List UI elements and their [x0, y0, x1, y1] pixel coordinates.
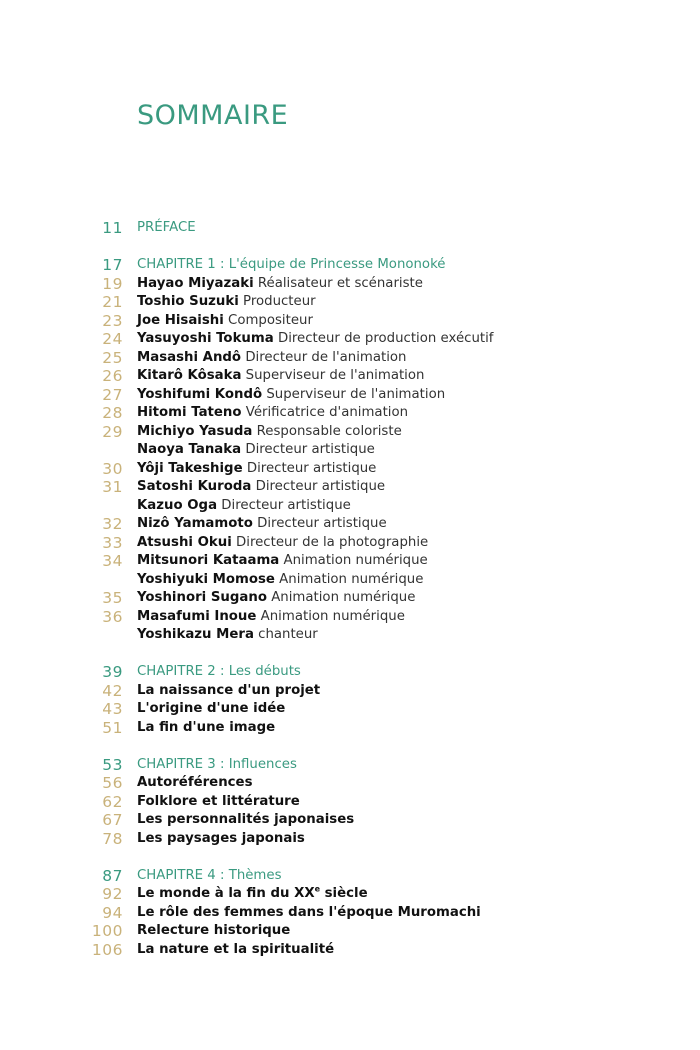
page-number: 53 — [102, 755, 123, 774]
page-number: 100 — [91, 922, 123, 940]
page-number: 78 — [102, 829, 123, 848]
preface-label: PRÉFACE — [137, 220, 196, 235]
page-number: 92 — [102, 885, 123, 903]
entry-label: La naissance d'un projet — [137, 682, 321, 698]
person-name: Naoya Tanaka — [137, 442, 242, 457]
person-role: Animation numérique — [279, 571, 424, 587]
entry-label — [137, 460, 376, 479]
person-role: Directeur artistique — [246, 460, 377, 476]
entry-label — [137, 386, 445, 405]
toc-entry[interactable] — [0, 460, 700, 479]
toc-entry[interactable] — [0, 700, 700, 719]
toc-entry[interactable] — [0, 774, 700, 793]
person-role: chanteur — [258, 627, 318, 642]
page-number: 33 — [102, 533, 123, 552]
chapter-1-entries — [0, 275, 700, 645]
toc-entry[interactable] — [0, 534, 700, 553]
entry-label: Les personnalités japonaises — [137, 812, 355, 827]
chapter-3-label: CHAPITRE 3 : Influences — [137, 756, 297, 772]
chapter-2-section — [0, 663, 700, 737]
person-role: Directeur de la photographie — [236, 534, 429, 550]
person-role: Directeur artistique — [221, 497, 351, 513]
person-name: Masafumi Inoue — [137, 608, 257, 624]
person-name: Kazuo Oga — [137, 497, 218, 513]
toc-entry[interactable] — [0, 275, 700, 294]
person-name: Yoshiyuki Momose — [137, 571, 275, 587]
chapter-2-entries — [0, 682, 700, 738]
page-number: 27 — [102, 385, 123, 404]
page-number: 25 — [102, 348, 123, 367]
entry-label — [137, 478, 385, 497]
entry-label — [137, 571, 423, 590]
entry-label — [137, 312, 313, 331]
entry-label — [137, 885, 368, 904]
person-name: Yasuyoshi Tokuma — [137, 331, 274, 346]
toc-entry[interactable] — [0, 811, 700, 830]
person-role: Directeur artistique — [255, 479, 386, 494]
toc-entry[interactable] — [0, 330, 700, 349]
entry-label — [137, 497, 351, 516]
page-number: 30 — [102, 459, 123, 478]
page-title: SOMMAIRE — [137, 100, 289, 131]
entry-label: Relecture historique — [137, 923, 291, 938]
page-number: 28 — [102, 404, 123, 422]
page-number: 34 — [102, 552, 123, 570]
toc-entry[interactable] — [0, 608, 700, 627]
person-name: Masashi Andô — [137, 349, 242, 365]
entry-label — [137, 275, 423, 294]
person-name: Toshio Suzuki — [137, 294, 239, 309]
entry-label — [137, 589, 415, 608]
toc-entry[interactable] — [0, 515, 700, 534]
toc-entry[interactable] — [0, 478, 700, 497]
entry-label: Autoréférences — [137, 775, 253, 790]
chapter-4-section — [0, 867, 700, 960]
chapter-4-heading[interactable] — [0, 867, 700, 886]
person-role: Superviseur de l'animation — [266, 386, 446, 402]
person-name: Yôji Takeshige — [137, 460, 243, 476]
person-role: Responsable coloriste — [256, 423, 402, 439]
toc-entry[interactable] — [0, 885, 700, 904]
person-role: Directeur artistique — [257, 516, 387, 531]
toc-entry[interactable] — [0, 349, 700, 368]
page-number: 29 — [102, 422, 123, 441]
toc-entry[interactable] — [0, 904, 700, 923]
toc-entry[interactable] — [0, 922, 700, 941]
chapter-2-label: CHAPITRE 2 : Les débuts — [137, 664, 301, 679]
toc-entry[interactable] — [0, 386, 700, 405]
toc-entry[interactable] — [0, 423, 700, 442]
person-role: Réalisateur et scénariste — [257, 275, 423, 291]
person-name: Joe Hisaishi — [137, 312, 224, 328]
toc-entry[interactable] — [0, 719, 700, 738]
entry-label: Les paysages japonais — [137, 830, 305, 846]
page-number: 21 — [102, 293, 123, 311]
entry-label: Le rôle des femmes dans l'époque Muromachi — [137, 904, 481, 920]
page-number: 87 — [102, 866, 123, 885]
toc-entry[interactable] — [0, 589, 700, 608]
toc-entry[interactable] — [0, 793, 700, 812]
chapter-4-entries — [0, 885, 700, 959]
entry-label — [137, 552, 428, 571]
page-number: 43 — [102, 700, 123, 718]
toc-entry[interactable] — [0, 552, 700, 571]
person-role: Producteur — [243, 294, 316, 309]
person-name: Hayao Miyazaki — [137, 275, 254, 291]
entry-label-part: siècle — [320, 886, 368, 901]
page-number: 36 — [102, 607, 123, 626]
chapter-1-section — [0, 256, 700, 645]
page-number: 31 — [102, 478, 123, 496]
preface-section — [0, 219, 700, 238]
table-of-contents — [0, 219, 700, 978]
entry-label: La nature et la spiritualité — [137, 941, 335, 957]
entry-label — [137, 367, 424, 386]
page-number: 23 — [102, 311, 123, 330]
chapter-3-section — [0, 756, 700, 849]
toc-entry[interactable] — [0, 404, 700, 423]
toc-entry[interactable] — [0, 626, 700, 645]
person-name: Satoshi Kuroda — [137, 479, 252, 494]
page-number: 19 — [102, 274, 123, 293]
entry-label — [137, 608, 405, 627]
entry-label — [137, 515, 387, 534]
page-number: 39 — [102, 663, 123, 681]
person-name: Mitsunori Kataama — [137, 553, 280, 568]
page-number: 67 — [102, 811, 123, 829]
person-role: Directeur de production exécutif — [277, 331, 494, 346]
page-number: 51 — [102, 718, 123, 737]
person-name: Yoshinori Sugano — [137, 590, 267, 605]
entry-label — [137, 404, 408, 423]
chapter-1-label: CHAPITRE 1 : L'équipe de Princesse Mononoké — [137, 257, 446, 272]
page-number: 62 — [102, 792, 123, 811]
person-name: Yoshifumi Kondô — [137, 386, 263, 402]
person-name: Michiyo Yasuda — [137, 423, 253, 439]
entry-label-superscript: e — [314, 884, 321, 894]
person-role: Compositeur — [228, 312, 313, 328]
page-number: 106 — [91, 940, 123, 959]
page-number: 42 — [102, 681, 123, 700]
person-name: Hitomi Tateno — [137, 405, 242, 420]
page-number: 11 — [102, 219, 123, 237]
entry-label — [137, 441, 375, 460]
chapter-1-heading[interactable] — [0, 256, 700, 275]
toc-entry[interactable] — [0, 830, 700, 849]
chapter-3-heading[interactable] — [0, 756, 700, 775]
preface-entry[interactable] — [0, 219, 700, 238]
toc-entry[interactable] — [0, 441, 700, 460]
person-role: Animation numérique — [260, 608, 405, 624]
person-role: Animation numérique — [271, 590, 416, 605]
entry-label — [137, 293, 316, 312]
page-number: 17 — [102, 256, 123, 274]
toc-entry[interactable] — [0, 497, 700, 516]
page-number: 56 — [102, 774, 123, 792]
page-number: 35 — [102, 589, 123, 607]
entry-label — [137, 423, 402, 442]
person-role: Vérificatrice d'animation — [245, 405, 409, 420]
person-role: Superviseur de l'animation — [245, 368, 425, 383]
person-name: Yoshikazu Mera — [137, 627, 254, 642]
entry-label — [137, 626, 318, 645]
entry-label — [137, 534, 428, 553]
entry-label-part: Le monde à la fin du XX — [137, 886, 315, 901]
page-number: 26 — [102, 367, 123, 385]
person-role: Directeur artistique — [245, 442, 375, 457]
page-number: 24 — [102, 330, 123, 348]
toc-entry[interactable] — [0, 941, 700, 960]
chapter-3-entries — [0, 774, 700, 848]
entry-label — [137, 349, 406, 368]
person-name: Nizô Yamamoto — [137, 516, 253, 531]
entry-label: L'origine d'une idée — [137, 701, 286, 716]
entry-label: La fin d'une image — [137, 719, 276, 735]
page-number: 32 — [102, 515, 123, 533]
person-role: Animation numérique — [283, 553, 428, 568]
toc-entry[interactable] — [0, 293, 700, 312]
toc-entry[interactable] — [0, 571, 700, 590]
toc-entry[interactable] — [0, 312, 700, 331]
person-name: Atsushi Okui — [137, 534, 232, 550]
toc-entry[interactable] — [0, 367, 700, 386]
entry-label: Folklore et littérature — [137, 793, 300, 809]
chapter-2-heading[interactable] — [0, 663, 700, 682]
chapter-4-label: CHAPITRE 4 : Thèmes — [137, 867, 282, 883]
page-number: 94 — [102, 903, 123, 922]
person-name: Kitarô Kôsaka — [137, 368, 242, 383]
toc-entry[interactable] — [0, 682, 700, 701]
person-role: Directeur de l'animation — [245, 349, 407, 365]
entry-label — [137, 330, 493, 349]
